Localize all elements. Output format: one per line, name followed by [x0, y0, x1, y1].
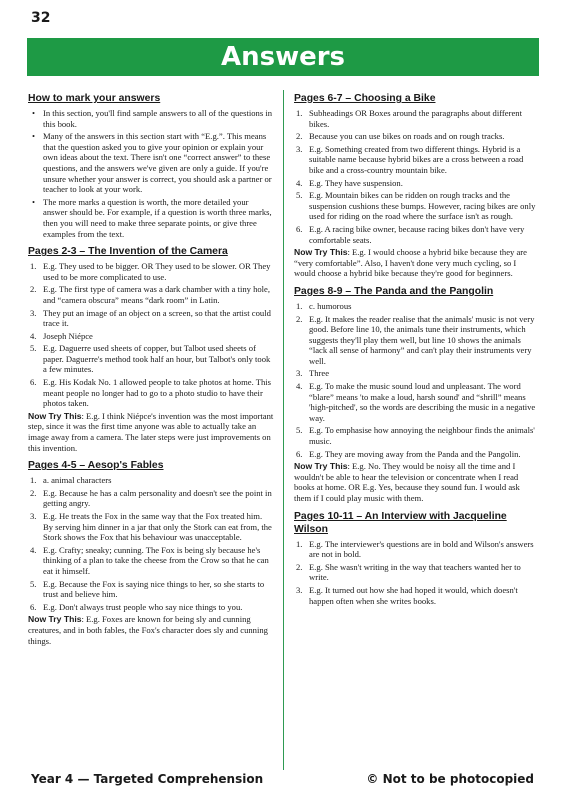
bullet-icon: •: [32, 108, 36, 118]
list-item: • The more marks a question is worth, the more detailed your answer should be. For example, if a question is worth three marks, then you will need to make three separate points, or give three examples from the text.: [32, 196, 272, 239]
bullet-icon: •: [32, 131, 36, 142]
answer-item: 3. E.g. It turned out how she had hoped it would, which doesn't happen often when she writes books.: [296, 584, 518, 606]
answer-item: 6. E.g. A racing bike owner, because racing bikes don't have very comfortable seats.: [296, 223, 525, 245]
answer-item: 4. E.g. They have suspension.: [296, 177, 403, 188]
answer-item: 1. Subheadings OR Boxes around the paragraphs about different bikes.: [296, 108, 522, 129]
answer-item: 3. They put an image of an object on a screen, so that the artist could trace it.: [30, 307, 271, 329]
section-how-to-mark: [28, 92, 274, 239]
page-title-banner: Answers: [27, 38, 539, 76]
answer-list: [28, 475, 274, 612]
footer-book-title: Year 4 — Targeted Comprehension: [31, 772, 264, 786]
now-try-this: Now Try This: E.g. No. They would be noisy all the time and I wouldn't be able to hear the television or concentrate when I read books at home. OR E.g. Yes, because they sound fun. I would ask them if I could play music with them.: [294, 461, 520, 503]
answer-item: 1. E.g. They used to be bigger. OR They used to be slower. OR They used to be more complicated to use.: [30, 261, 271, 282]
answer-item: 1. a. animal characters: [30, 475, 112, 486]
section-title: Pages 2-3 – The Invention of the Camera: [28, 246, 228, 258]
bullet-icon: •: [32, 196, 36, 207]
list-item: • In this section, you'll find sample answers to all of the questions in this book.: [32, 108, 273, 129]
answer-list: [294, 539, 539, 607]
section-title: Pages 4-5 – Aesop's Fables: [28, 460, 164, 472]
answer-item: 5. E.g. To emphasise how annoying the neighbour finds the animals' music.: [296, 425, 535, 447]
answer-item: 5. E.g. Mountain bikes can be ridden on rough tracks and the suspension cushions these bumps. However, racing bikes are only used for riding on the road where the surface isn't as rough.: [296, 190, 536, 222]
section-title: Pages 6-7 – Choosing a Bike: [294, 93, 436, 104]
bullet-list: [28, 108, 274, 239]
section-panda: [294, 285, 539, 504]
now-try-this: Now Try This: E.g. Foxes are known for being sly and cunning creatures, and in both fables, the Fox's character does sly and cunning things.: [28, 614, 268, 646]
page-number: 32: [31, 10, 51, 26]
footer: [31, 772, 534, 786]
answer-item: 2. Because you can use bikes on roads and on rough tracks.: [296, 131, 505, 142]
answer-list: [28, 261, 274, 409]
answer-list: [294, 301, 539, 459]
answer-item: 1. c. humorous: [296, 300, 352, 311]
answer-item: 6. E.g. His Kodak No. 1 allowed people to take photos at home. This meant people no longer had to go to a photo studio to have their photos taken.: [30, 377, 272, 409]
footer-copyright: © Not to be photocopied: [366, 772, 534, 786]
right-column: [294, 92, 539, 612]
answer-item: 2. E.g. The first type of camera was a dark chamber with a tiny hole, and “camera obscura” means “dark room” in Latin.: [30, 284, 271, 305]
answer-item: 4. E.g. To make the music sound loud and unpleasant. The word “blare” means 'to make a loud, harsh sound' and “shrill” means 'high-pitched', so the words are describing the music in a negative way.: [296, 381, 536, 423]
answer-item: 3. E.g. Something created from two different things. Hybrid is a suitable name because hybrid bikes are a cross between a road bike and a cross-country mountain bike.: [296, 143, 524, 175]
answer-list: [294, 108, 539, 245]
answer-item: 5. E.g. Because the Fox is saying nice things to her, so she starts to trust and believe him.: [30, 578, 265, 600]
section-aesop: [28, 459, 274, 646]
section-bike: [294, 92, 539, 279]
answer-item: 4. E.g. Crafty; sneaky; cunning. The Fox is being sly because he's thinking of a plan to take the cheese from the Crow so that he can eat it himself.: [30, 544, 269, 576]
section-title: Pages 10-11 – An Interview with Jacqueline Wilson: [294, 510, 507, 535]
answer-item: 1. E.g. The interviewer's questions are in bold and Wilson's answers are not in bold.: [296, 538, 534, 560]
answer-item: 2. E.g. Because he has a calm personality and doesn't see the point in getting angry.: [30, 487, 272, 509]
answer-item: 5. E.g. Daguerre used sheets of copper, but Talbot used sheets of paper. Daguerre's method took half an hour, but Talbot's only took a few minutes.: [30, 343, 271, 375]
answer-item: 3. Three: [296, 368, 330, 379]
answer-item: 6. E.g. They are moving away from the Panda and the Pangolin.: [296, 448, 521, 459]
section-camera: [28, 245, 274, 453]
section-title: Pages 8-9 – The Panda and the Pangolin: [294, 285, 494, 297]
section-wilson: [294, 510, 539, 607]
column-divider: [283, 90, 284, 770]
answer-item: 4. Joseph Niépce: [30, 330, 93, 341]
answer-item: 2. E.g. It makes the reader realise that the animals' music is not very good. Before line 10, the animals tune their instruments, which suggests they'll play them well, but line 10 shows the animals “lack all sense of harmony” and can't play their instruments very well.: [296, 313, 535, 366]
left-column: [28, 92, 274, 652]
answer-item: 3. E.g. He treats the Fox in the same way that the Fox treated him. By serving him dinner in a jar that only the Stork can eat from, the Stork shows the Fox that his behaviour was unacceptable.: [30, 511, 272, 543]
section-title: How to mark your answers: [28, 93, 161, 104]
list-item: • Many of the answers in this section start with “E.g.”. This means that the question asked you to give your opinion or explain your own ideas about the text. There isn't one “correct answer” to these questions, and the answers we've given are only a guide. If you're unsure whether your answer is correct, you should ask a partner or teacher to look at your work.: [32, 131, 272, 195]
answer-item: 6. E.g. Don't always trust people who say nice things to you.: [30, 601, 243, 612]
answer-item: 2. E.g. She wasn't writing in the way that teachers wanted her to write.: [296, 561, 521, 583]
now-try-this: Now Try This: E.g. I think Niépce's invention was the most important step, since it was the first time anyone was able to actually take an image away from a camera. The later steps were just improvements on this invention.: [28, 410, 274, 453]
now-try-this: Now Try This: E.g. I would choose a hybrid bike because they are “very comfortable”. Also, I haven't done very much cycling, so I would choose a hybrid bike because they're good for beginners.: [294, 247, 527, 279]
